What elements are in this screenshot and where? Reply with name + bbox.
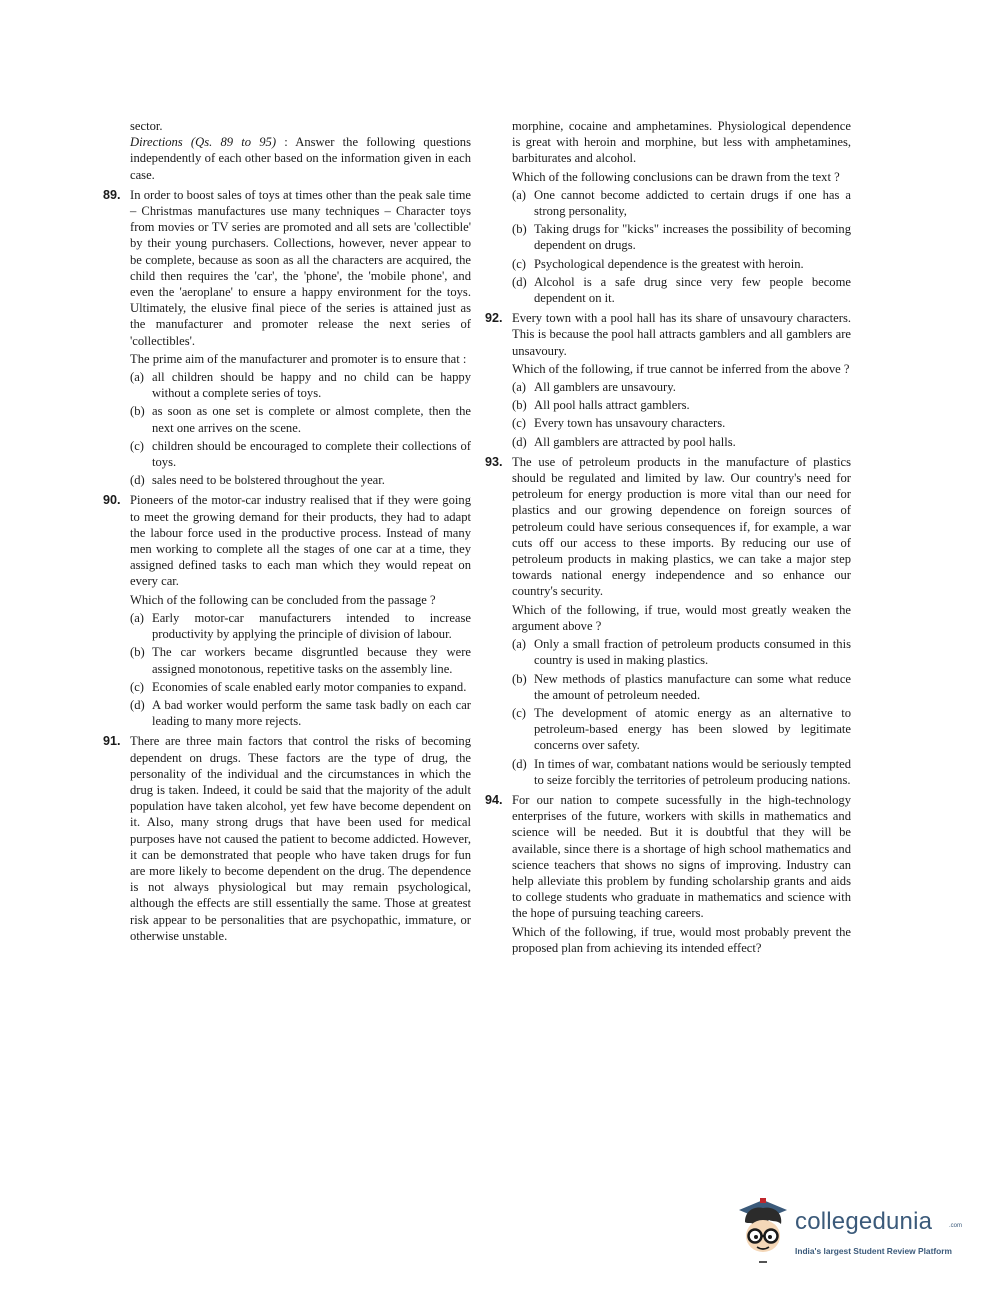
question-89 [103, 187, 471, 349]
question-number: 93. [485, 454, 503, 469]
option-a: (a) all children should be happy and no child can be happy without a complete series of toys. [130, 370, 471, 401]
directions [103, 134, 471, 183]
question-passage: Pioneers of the motor-car industry realised that if they were going to meet the growing demand for their products, they had to adapt the labour force used in the productive process. Instead of many men working to complete all the stages of one car at a time, they assigned defined tasks to each man which they would repeat on every car. [130, 493, 471, 589]
question-passage: There are three main factors that control the risks of becoming dependent on drugs. These factors are the type of drug, the personality of the individual and the circumstances in which the drug is taken. Indeed, it could be said that the majority of the adult population have taken alcohol, yet few have become dependent on it. Also, many strong drugs that have been used for medical purposes have not caused the patient to become addicted. However, it can be demonstrated that people who have taken drugs for fun are more likely to become dependent on the drug. The dependence is not always physiological but may remain psychological, although the effects are still essentially the same. Those at greatest risk appear to be personalities that are psychopathic, immature, or otherwise unstable. [130, 734, 471, 943]
question-91 [103, 733, 471, 944]
left-column [103, 118, 471, 944]
question-92 [485, 310, 851, 359]
question-prompt: Which of the following can be concluded from the passage ? [130, 592, 436, 607]
brand-domain-suffix: .com [949, 1223, 963, 1229]
option-b: (b) as soon as one set is complete or almost complete, then the next one arrives on the scene. [130, 404, 471, 435]
question-90 [103, 492, 471, 589]
option-b: (b) Taking drugs for "kicks" increases the possibility of becoming dependent on drugs. [512, 222, 851, 253]
question-number: 94. [485, 792, 503, 807]
option-a: (a) One cannot become addicted to certain drugs if one has a strong personality, [512, 187, 851, 219]
question-prompt: Which of the following, if true cannot be inferred from the above ? [512, 361, 850, 376]
question-prompt: The prime aim of the manufacturer and promoter is to ensure that : [130, 351, 467, 366]
option-c: (c) Psychological dependence is the greatest with heroin. [512, 256, 804, 271]
question-passage: Every town with a pool hall has its share of unsavoury characters. This is because the pool hall attracts gamblers and all gamblers are unsavoury. [512, 311, 851, 358]
directions-label: Directions (Qs. 89 to 95) [130, 135, 277, 150]
option-b: (b) New methods of plastics manufacture can some what reduce the amount of petroleum needed. [512, 671, 851, 702]
option-a: (a) All gamblers are unsavoury. [512, 380, 676, 395]
question-number: 92. [485, 311, 503, 326]
option-c: (c) Every town has unsavoury characters. [512, 416, 726, 431]
option-b: (b) The car workers became disgruntled because they were assigned monotonous, repetitive tasks on the assembly line. [130, 645, 471, 676]
question-93 [485, 454, 851, 600]
option-d: (d) In times of war, combatant nations would be seriously tempted to seize forcibly the territories of petroleum producing nations. [512, 756, 851, 787]
option-d: (d) All gamblers are attracted by pool halls. [512, 434, 736, 449]
brand-name: collegedunia [795, 1208, 933, 1235]
question-prompt: Which of the following, if true, would most greatly weaken the argument above ? [512, 602, 851, 633]
option-d: (d) sales need to be bolstered throughout the year. [130, 473, 385, 488]
brand-tagline: India's largest Student Review Platform [795, 1246, 952, 1256]
mascot-logo-icon [733, 1192, 793, 1272]
collegedunia-watermark [733, 1192, 963, 1272]
question-number: 89. [103, 187, 121, 202]
option-c: (c) children should be encouraged to complete their collections of toys. [130, 438, 471, 470]
right-column [485, 118, 851, 956]
option-c: (c) Economies of scale enabled early motor companies to expand. [130, 679, 467, 694]
option-c: (c) The development of atomic energy as an alternative to petroleum-based energy has been slowed by legitimate concerns over safety. [512, 705, 851, 753]
question-passage: In order to boost sales of toys at times other than the peak sale time – Christmas manufactures use many techniques – Character toys from movies or TV series are promoted and all sets are 'collectible' by their young purchasers. Collections, however, never appear to be complete, because as soon as all the characters are acquired, the child then requires the 'car', the 'phone', the 'mobile phone', and even the 'aeroplane' to ensure a happy environment for the toys. Ultimately, the elusive final piece of the series is attained just as the manufacturer and promoter release the next series of 'collectibles'. [130, 187, 471, 348]
question-number: 91. [103, 734, 121, 749]
intro-text: sector. [130, 119, 163, 133]
directions-text: : Answer the following questions independently of each other based on the information given in each case. [130, 135, 471, 182]
question-number: 90. [103, 493, 121, 508]
option-d: (d) A bad worker would perform the same task badly on each car leading to many more rejects. [130, 697, 471, 729]
question-passage: The use of petroleum products in the manufacture of plastics should be regulated and limited by law. Our country's need for petroleum for energy production is more vital than our need for plastics and our growing dependence on foreign sources of petroleum could have serious consequences if, for example, a war cuts off our access to these imports. By reducing our use of petroleum products in making plastics, we can take a major step towards national energy independence and so enhance our country's security. [512, 454, 851, 599]
question-passage: For our nation to compete sucessfully in the high-technology enterprises of the future, workers with skills in mathematics and science will be needed. But it is doubtful that they will be available, since there is a shortage of high school mathematics and science teachers that shows no signs of improving. Industry can help alleviate this problem by funding scholarship grants and aids to college students who graduate in mathematics and science with the hope of pursuing teaching careers. [512, 792, 851, 921]
option-d: (d) Alcohol is a safe drug since very few people become dependent on it. [512, 274, 851, 306]
option-a: (a) Only a small fraction of petroleum products consumed in this country is used in making plastics. [512, 637, 851, 668]
question-prompt: Which of the following, if true, would most probably prevent the proposed plan from achieving its intended effect? [512, 924, 851, 955]
question-prompt: Which of the following conclusions can be drawn from the text ? [512, 169, 840, 184]
option-b: (b) All pool halls attract gamblers. [512, 398, 690, 413]
question-94 [485, 792, 851, 922]
option-a: (a) Early motor-car manufacturers intended to increase productivity by applying the principle of division of labour. [130, 610, 471, 642]
question-91-continued: morphine, cocaine and amphetamines. Physiological dependence is great with heroin and morphine, but less with amphetamines, barbiturates and alcohol. [512, 119, 851, 166]
